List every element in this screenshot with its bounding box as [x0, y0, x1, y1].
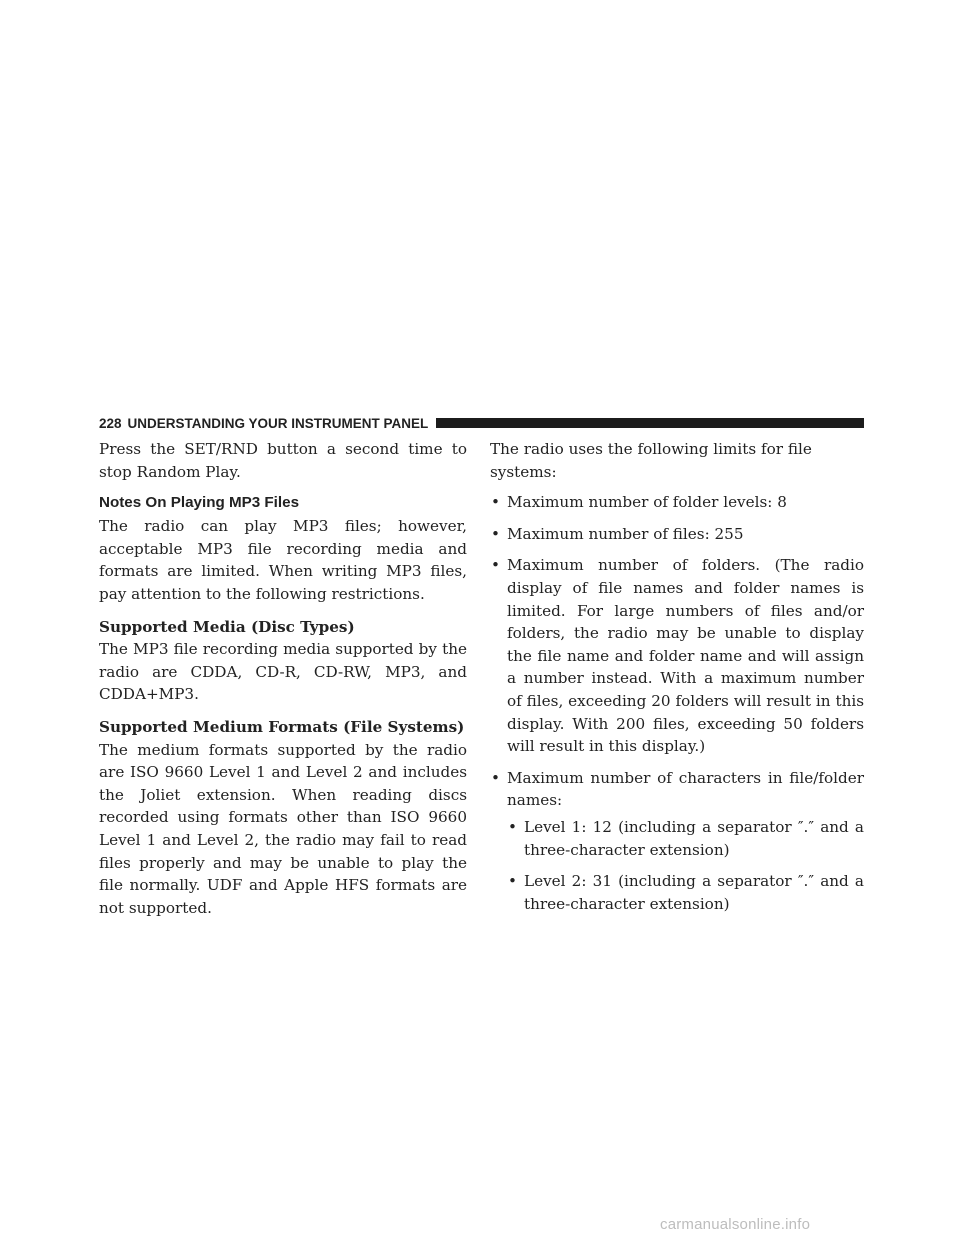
list-item: [490, 554, 864, 757]
heading-supported-formats: Supported Medium Formats (File Systems): [99, 717, 465, 736]
heading-mp3-notes: Notes On Playing MP3 Files: [99, 494, 300, 512]
sub-list-item: [507, 870, 864, 915]
watermark: carmanualsonline.info: [660, 1216, 811, 1233]
list-item-text: Maximum number of folders. (The radio display of file names and folder names is limited. For large numbers of files and/or folders, the radio may be unable to display the file name and folder name and will assign a number instead. With a maximum number of files, exceeding 20 folders will result in this display. With 200 files, exceeding 50 folders will result in this display.): [507, 556, 864, 756]
sub-list-item-text: Level 2: 31 (including a separator ″.″ and a three-character extension): [524, 872, 864, 913]
sub-list-item-text: Level 1: 12 (including a separator ″.″ and a three-character extension): [524, 817, 864, 859]
list-item: [490, 491, 864, 514]
bullet-icon: •: [508, 817, 517, 836]
list-item-text: Maximum number of folder levels: 8: [507, 493, 787, 512]
header-rule: [436, 418, 864, 428]
sub-list-item: [507, 816, 864, 861]
supported-formats-paragraph: The medium formats supported by the radio are ISO 9660 Level 1 and Level 2 and includes the Joliet extension. When reading discs recorded using formats other than ISO 9660 Level 1 and Level 2, the radio may fail to read files properly and may be unable to play the file normally. UDF and Apple HFS formats are not supported.: [99, 740, 467, 917]
list-item: [490, 523, 864, 546]
page-number: 228: [99, 415, 122, 431]
bullet-icon: •: [491, 524, 500, 543]
list-item-text: Maximum number of characters in file/folder names:: [507, 768, 864, 810]
bullet-icon: •: [491, 493, 500, 512]
sub-list: [507, 816, 864, 915]
limits-list: [490, 491, 864, 915]
bullet-icon: •: [491, 556, 500, 575]
heading-supported-media: Supported Media (Disc Types): [99, 617, 355, 636]
list-item: [490, 767, 864, 916]
list-item-text: Maximum number of files: 255: [507, 524, 744, 543]
left-column: [99, 438, 467, 929]
bullet-icon: •: [491, 768, 500, 787]
supported-media-paragraph: The MP3 file recording media supported by the radio are CDDA, CD-R, CD-RW, MP3, and CDDA+MP3.: [99, 640, 467, 704]
page-header: [99, 414, 864, 432]
intro-paragraph: Press the SET/RND button a second time to stop Random Play.: [99, 440, 467, 481]
section-title: UNDERSTANDING YOUR INSTRUMENT PANEL: [127, 415, 429, 431]
mp3-notes-paragraph: The radio can play MP3 files; however, acceptable MP3 file recording media and formats are limited. When writing MP3 files, pay attention to the following restrictions.: [99, 517, 467, 603]
limits-intro: The radio uses the following limits for file systems:: [490, 440, 812, 481]
right-column: [490, 438, 864, 924]
bullet-icon: •: [508, 872, 517, 891]
